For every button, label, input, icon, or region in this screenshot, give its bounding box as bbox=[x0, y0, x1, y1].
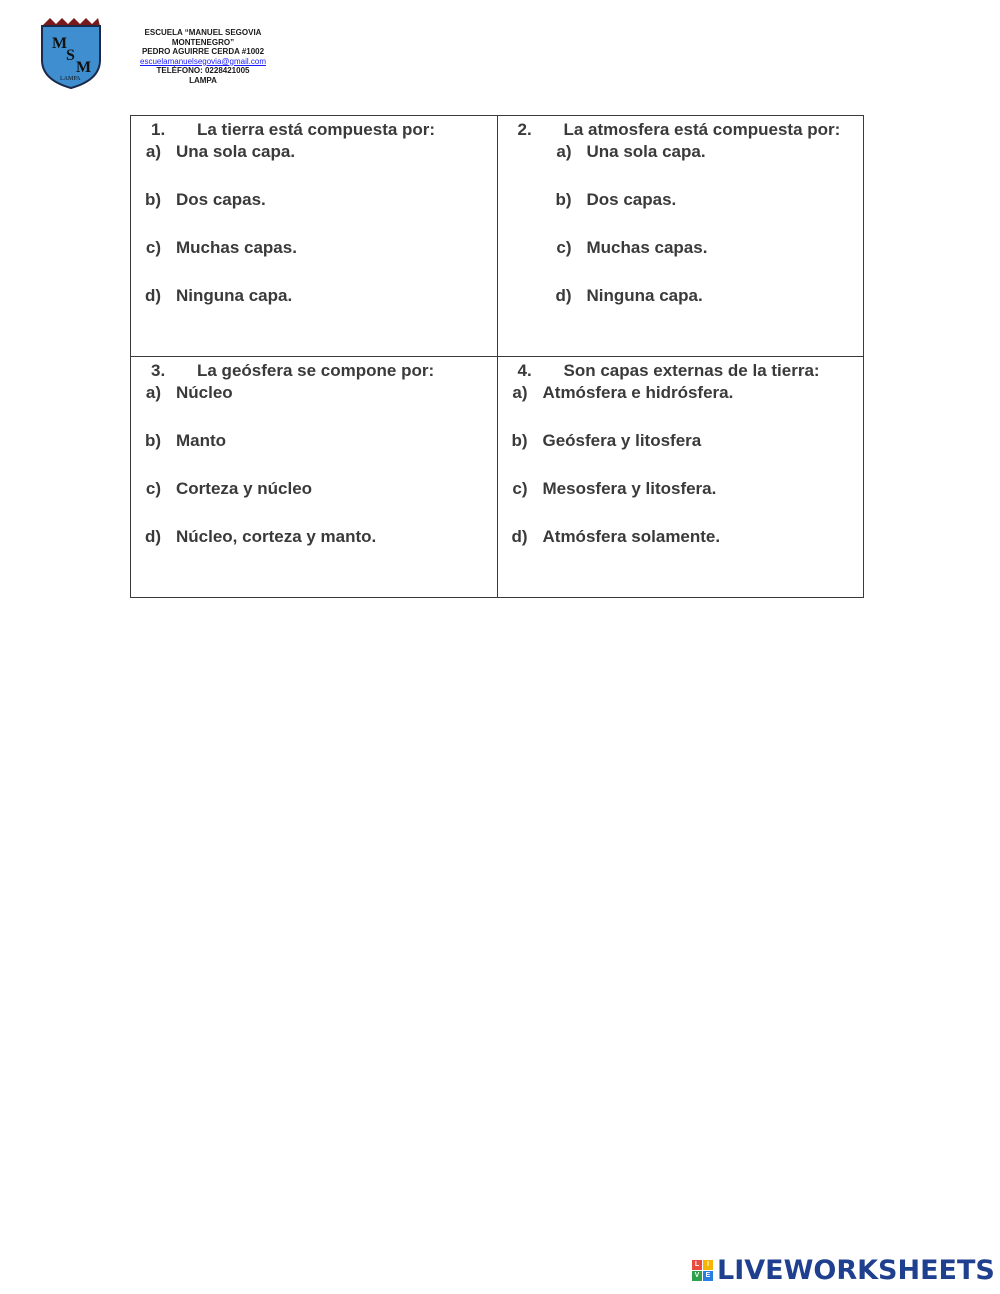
answer-option[interactable] bbox=[131, 142, 497, 190]
answer-option[interactable] bbox=[131, 527, 497, 575]
school-name-line1: ESCUELA “MANUEL SEGOVIA bbox=[144, 28, 262, 37]
answer-option[interactable] bbox=[131, 190, 497, 238]
option-text: Muchas capas. bbox=[176, 238, 297, 257]
answer-option[interactable] bbox=[498, 383, 864, 431]
option-text: Dos capas. bbox=[586, 190, 677, 209]
school-phone: TELÉFONO: 0228421005 bbox=[156, 66, 250, 76]
answer-option[interactable] bbox=[131, 383, 497, 431]
question-cell-1 bbox=[131, 116, 498, 357]
liveworksheets-badge-icon bbox=[692, 1260, 713, 1281]
school-email-link[interactable]: escuelamanuelsegovia@gmail.com bbox=[140, 56, 266, 66]
answer-option[interactable] bbox=[498, 479, 864, 527]
option-letter: b) bbox=[144, 431, 161, 450]
option-text: Núcleo bbox=[176, 383, 233, 402]
svg-text:LAMPA: LAMPA bbox=[60, 76, 81, 82]
question-number: 2. bbox=[517, 120, 532, 139]
answer-option[interactable] bbox=[498, 142, 864, 190]
answer-option[interactable] bbox=[131, 238, 497, 286]
option-text: Muchas capas. bbox=[586, 238, 708, 257]
option-text: Mesosfera y litosfera. bbox=[542, 479, 717, 498]
answer-option[interactable] bbox=[131, 479, 497, 527]
question-cell-2 bbox=[497, 116, 864, 357]
answer-option[interactable] bbox=[498, 190, 864, 238]
question-text: La atmosfera está compuesta por: bbox=[563, 120, 841, 139]
option-letter: a) bbox=[145, 383, 161, 402]
question-cell-3 bbox=[131, 357, 498, 598]
liveworksheets-logo[interactable] bbox=[692, 1255, 995, 1285]
option-text: Dos capas. bbox=[176, 190, 266, 209]
question-title bbox=[131, 361, 497, 383]
question-number: 3. bbox=[151, 361, 166, 380]
question-text: La geósfera se compone por: bbox=[197, 361, 435, 380]
option-letter: d) bbox=[144, 286, 161, 305]
option-text: Manto bbox=[176, 431, 227, 450]
option-text: Ninguna capa. bbox=[586, 286, 703, 305]
answer-option[interactable] bbox=[498, 238, 864, 286]
option-letter: b) bbox=[555, 190, 572, 209]
quiz-table bbox=[130, 115, 864, 598]
question-number: 1. bbox=[151, 120, 166, 139]
option-text: Núcleo, corteza y manto. bbox=[176, 527, 377, 546]
answer-option[interactable] bbox=[498, 527, 864, 575]
option-text: Atmósfera solamente. bbox=[542, 527, 721, 546]
badge-letter: L bbox=[692, 1260, 702, 1270]
question-title bbox=[498, 120, 864, 142]
question-number: 4. bbox=[517, 361, 532, 380]
svg-text:S: S bbox=[66, 47, 75, 64]
option-letter: a) bbox=[145, 142, 161, 161]
option-text: Una sola capa. bbox=[176, 142, 296, 161]
option-letter: c) bbox=[512, 479, 528, 498]
answer-option[interactable] bbox=[131, 286, 497, 334]
answer-option[interactable] bbox=[131, 431, 497, 479]
question-text: La tierra está compuesta por: bbox=[197, 120, 436, 139]
badge-letter: E bbox=[703, 1271, 713, 1281]
answer-option[interactable] bbox=[498, 286, 864, 334]
badge-letter: I bbox=[703, 1260, 713, 1270]
option-text: Ninguna capa. bbox=[176, 286, 293, 305]
liveworksheets-brand-text: LIVEWORKSHEETS bbox=[717, 1254, 995, 1286]
option-letter: c) bbox=[556, 238, 572, 257]
question-text: Son capas externas de la tierra: bbox=[563, 361, 820, 380]
school-name-line2: MONTENEGRO” bbox=[171, 37, 235, 47]
svg-text:M: M bbox=[52, 35, 68, 52]
question-title bbox=[131, 120, 497, 142]
question-cell-4 bbox=[497, 357, 864, 598]
option-letter: b) bbox=[144, 190, 161, 209]
badge-letter: V bbox=[692, 1271, 702, 1281]
school-crest-logo bbox=[38, 16, 104, 90]
answer-option[interactable] bbox=[498, 431, 864, 479]
option-text: Corteza y núcleo bbox=[176, 479, 313, 498]
question-title bbox=[498, 361, 864, 383]
option-text: Una sola capa. bbox=[586, 142, 706, 161]
school-header bbox=[118, 28, 288, 86]
option-letter: d) bbox=[555, 286, 572, 305]
option-letter: c) bbox=[145, 238, 161, 257]
svg-text:M: M bbox=[76, 59, 92, 76]
option-letter: a) bbox=[512, 383, 528, 402]
option-letter: d) bbox=[511, 527, 528, 546]
option-letter: d) bbox=[144, 527, 161, 546]
option-letter: c) bbox=[145, 479, 161, 498]
school-address: PEDRO AGUIRRE CERDA #1002 bbox=[141, 47, 265, 57]
option-letter: a) bbox=[556, 142, 572, 161]
option-letter: b) bbox=[511, 431, 528, 450]
school-city: LAMPA bbox=[189, 75, 217, 85]
option-text: Atmósfera e hidrósfera. bbox=[542, 383, 734, 402]
option-text: Geósfera y litosfera bbox=[542, 431, 702, 450]
